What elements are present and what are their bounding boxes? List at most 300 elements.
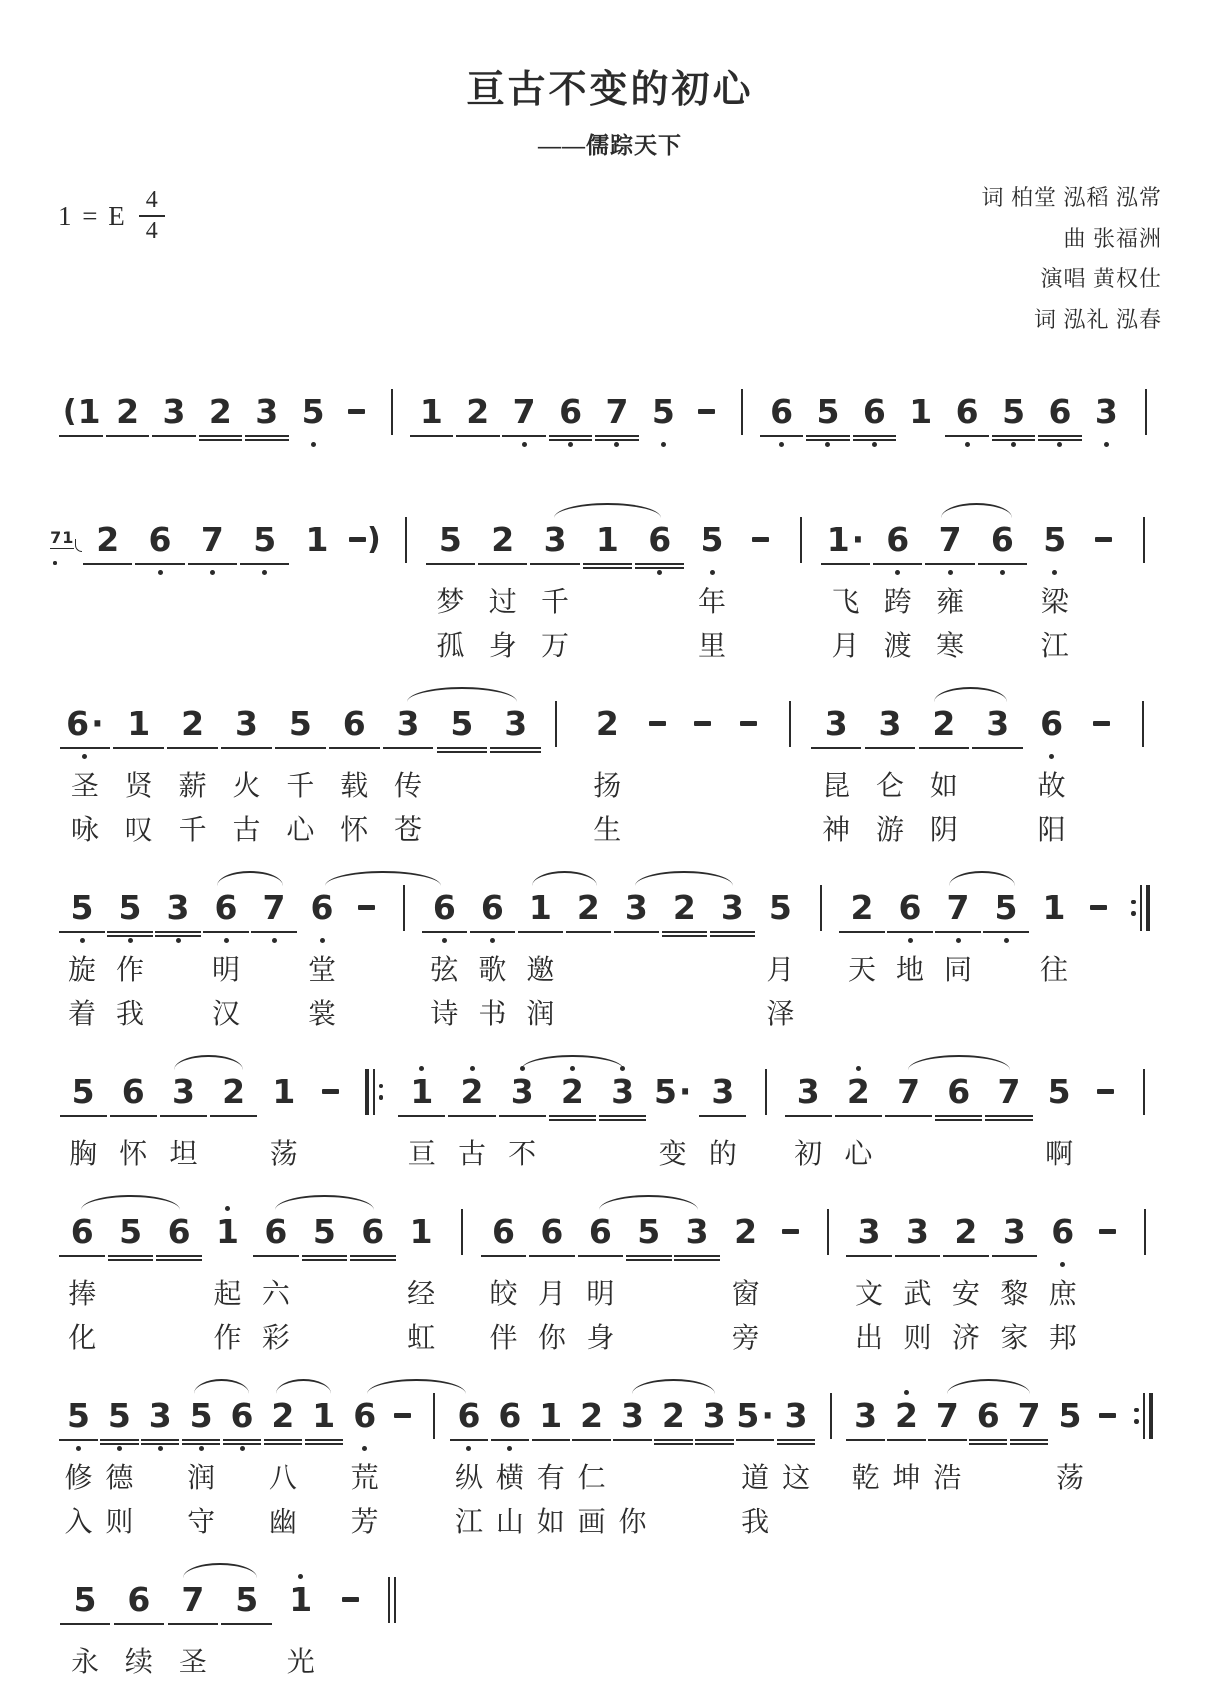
beam-underline <box>583 567 632 569</box>
beam-underline <box>614 931 659 933</box>
underline-slot <box>726 745 772 754</box>
note-cell <box>497 1061 547 1175</box>
lyric-syllable-row1: 荡 <box>1056 1462 1085 1494</box>
beam-underline <box>1038 439 1082 441</box>
underline-slot <box>1039 1253 1087 1262</box>
underline-slot <box>673 1253 721 1262</box>
underline-slot <box>290 433 336 442</box>
music-line <box>58 1201 1162 1359</box>
beam-underline <box>188 563 237 565</box>
note-glyph <box>348 391 365 433</box>
note-glyph <box>322 1071 339 1113</box>
note-group <box>58 1569 166 1683</box>
note-digit: 6 <box>491 1211 515 1251</box>
music-line <box>58 381 1162 451</box>
underline-slot <box>99 1437 140 1446</box>
note-digit: 5 <box>288 703 312 743</box>
note-cell <box>1037 381 1083 451</box>
barline-cell <box>817 1385 846 1543</box>
note-digit: 6 <box>1051 1211 1075 1251</box>
underline-slot <box>209 1113 259 1122</box>
lyric-syllable-row1: 坦 <box>169 1138 198 1170</box>
underline-slot <box>259 1113 309 1122</box>
underline-slot <box>927 1437 968 1446</box>
octave-dot-low-slot <box>1049 754 1054 763</box>
note-cell <box>449 1385 490 1543</box>
note-digit: 7 <box>946 887 970 927</box>
note-digit: 6 <box>310 887 334 927</box>
beam-underline <box>350 1255 396 1257</box>
note-digit: 2 <box>595 703 619 743</box>
repeat-dots <box>379 1084 384 1100</box>
beam-underline <box>491 1439 529 1441</box>
note-digit: 6 <box>898 887 922 927</box>
lyric-syllable-row1: 怀 <box>119 1138 148 1170</box>
note-glyph <box>388 1579 396 1621</box>
note-group <box>290 381 408 451</box>
beam-underline <box>811 747 862 749</box>
note-cell <box>58 877 106 1035</box>
beam-underline <box>969 1443 1007 1445</box>
note-glyph <box>1018 1395 1041 1437</box>
underline-slot <box>303 1437 344 1446</box>
note-digit: 1 <box>909 391 933 431</box>
beam-underline <box>654 1439 692 1441</box>
beam-underline <box>806 439 850 441</box>
octave-dot-low <box>710 570 715 575</box>
note-group <box>756 877 838 1035</box>
note-digit: 6 <box>432 887 456 927</box>
note-glyph <box>886 519 909 561</box>
note-group <box>58 1201 203 1359</box>
beam-underline <box>662 935 707 937</box>
note-glyph <box>1043 519 1066 561</box>
barline <box>433 1393 435 1439</box>
note-cell <box>58 693 112 851</box>
underline-slot <box>924 561 976 570</box>
underline-slot <box>612 1437 653 1446</box>
beam-underline <box>110 1115 157 1117</box>
note-glyph <box>149 1395 172 1437</box>
underline-slot <box>783 1113 833 1122</box>
note-digit: 7 <box>935 1395 959 1435</box>
octave-dot-high-slot <box>620 1061 625 1071</box>
note-cell <box>186 509 238 667</box>
underline-slot <box>942 1253 990 1262</box>
underline-slot <box>990 433 1036 442</box>
underline-slot <box>687 433 726 442</box>
note-cell <box>838 877 886 1035</box>
note-cell <box>756 877 804 1035</box>
underline-slot <box>694 1437 735 1446</box>
note-digit: 2 <box>850 887 874 927</box>
note-cell <box>140 1385 181 1543</box>
music-line <box>58 877 1162 1035</box>
note-digit: 3 <box>611 1071 635 1111</box>
beam-underline <box>935 1119 982 1121</box>
beam-underline <box>626 1255 672 1257</box>
note-glyph <box>1142 703 1144 745</box>
meter-numerator: 4 <box>145 187 158 213</box>
octave-dot-low <box>1004 938 1009 943</box>
note-glyph <box>879 703 902 745</box>
lyric-syllable-row1: 文 <box>855 1278 884 1310</box>
lyric-syllable-row1: 千 <box>286 770 315 802</box>
repeat-dot <box>379 1095 384 1100</box>
note-cell <box>648 1061 698 1175</box>
octave-dot-low-slot <box>1104 442 1109 451</box>
note-digit: 3 <box>857 1211 881 1251</box>
note-cell <box>1029 509 1081 667</box>
note-cell <box>181 1385 222 1543</box>
octave-dot-low-slot <box>82 754 87 763</box>
note-group <box>845 1385 927 1543</box>
underline-slot <box>898 433 944 442</box>
underline-slot <box>108 1113 158 1122</box>
beam-underline <box>490 747 541 749</box>
note-glyph <box>481 887 504 929</box>
note-cell <box>209 1061 259 1175</box>
barline-cell <box>811 1201 845 1359</box>
note-cell <box>571 1385 612 1543</box>
beam-underline <box>141 1443 179 1445</box>
note-group <box>202 877 298 1035</box>
note-digit: 5 <box>768 887 792 927</box>
underline-slot <box>547 433 593 442</box>
note-cell <box>898 381 944 451</box>
note-cell <box>833 1061 883 1175</box>
lyric-syllable-row2: 江 <box>454 1506 483 1538</box>
note-digit: 2 <box>466 391 490 431</box>
beam-underline <box>992 439 1036 441</box>
beam-underline <box>426 563 475 565</box>
dash-cell <box>1079 693 1125 851</box>
beam-underline <box>785 1115 832 1117</box>
underline-slot <box>1029 561 1081 570</box>
beam-underline <box>613 1439 651 1441</box>
octave-dot-low-slot <box>614 442 619 451</box>
lyric-syllable-row1: 坤 <box>892 1462 921 1494</box>
note-glyph <box>343 703 366 745</box>
note-digit: 6 <box>588 1211 612 1251</box>
duration-dash <box>694 721 711 726</box>
underline-slot <box>872 561 924 570</box>
note-digit: 2 <box>181 703 205 743</box>
lyric-syllable-row2: 身 <box>488 630 517 662</box>
note-glyph <box>701 519 724 561</box>
beam-underline <box>1010 1443 1048 1445</box>
underline-slot <box>374 1621 412 1630</box>
note-group <box>58 877 202 1035</box>
lyric-syllable-row2: 伴 <box>489 1322 518 1354</box>
note-group <box>612 1385 735 1543</box>
underline-slot <box>1124 745 1162 754</box>
note-glyph <box>466 391 489 433</box>
note-group <box>516 877 612 1035</box>
note-cell <box>924 509 976 667</box>
note-digit: 6 <box>976 1395 1000 1435</box>
beam-underline <box>985 1119 1032 1121</box>
underline-slot <box>336 433 375 442</box>
note-group <box>58 1385 181 1543</box>
underline-slot <box>653 1437 694 1446</box>
note-glyph <box>513 391 536 433</box>
beam-underline <box>155 935 200 937</box>
octave-dot-low-slot <box>948 570 953 579</box>
note-glyph <box>652 391 675 433</box>
dash-cell <box>726 693 772 851</box>
beam-underline <box>156 1259 202 1261</box>
note-cell <box>660 877 708 1035</box>
duration-dash <box>1099 1229 1116 1234</box>
note-cell <box>397 1201 445 1359</box>
note-cell <box>155 1201 203 1359</box>
note-digit: 5 <box>312 1211 336 1251</box>
note-glyph <box>71 887 94 929</box>
octave-dot-high-slot <box>904 1385 909 1395</box>
barline <box>1143 1069 1145 1115</box>
note-glyph <box>119 887 142 929</box>
note-group <box>58 381 151 451</box>
octave-dot-low <box>362 1446 367 1451</box>
duration-dash <box>358 905 375 910</box>
barline-cell <box>445 1201 479 1359</box>
note-glyph <box>769 887 792 929</box>
note-glyph <box>740 703 757 745</box>
lyric-syllable-row2: 月 <box>831 630 860 662</box>
octave-dot-low-slot <box>1011 442 1016 451</box>
note-glyph <box>637 1211 660 1253</box>
note-digit: 6 <box>770 391 794 431</box>
underline-slot <box>529 561 581 570</box>
note-glyph <box>353 1395 376 1437</box>
beam-underline <box>710 935 755 937</box>
note-glyph <box>491 519 514 561</box>
note-digit: 5 <box>1043 519 1067 559</box>
beam-underline <box>978 563 1027 565</box>
note-digit: 6 <box>480 887 504 927</box>
note-group <box>344 1385 489 1543</box>
barline-cell <box>783 509 820 667</box>
duration-dash <box>1099 1413 1116 1418</box>
note-group <box>612 877 756 1035</box>
note-glyph <box>149 519 172 561</box>
octave-dot-low <box>176 938 181 943</box>
lyric-syllable-row1: 荒 <box>350 1462 379 1494</box>
note-cell <box>291 509 343 667</box>
underline-slot <box>202 929 250 938</box>
note-group <box>424 509 529 667</box>
lyric-syllable-row1: 梁 <box>1040 586 1069 618</box>
note-digit: 7 <box>897 1071 921 1111</box>
lyric-syllable-row1: 捧 <box>68 1278 97 1310</box>
note-glyph <box>1095 519 1112 561</box>
note-group <box>479 1201 576 1359</box>
note-cell <box>516 877 564 1035</box>
beam-underline <box>549 435 593 437</box>
note-group <box>883 1061 1034 1175</box>
underline-slot <box>197 433 243 442</box>
lyric-syllable-row2: 我 <box>115 998 144 1030</box>
note-glyph <box>122 1071 145 1113</box>
note-digit: 7 <box>605 391 629 431</box>
underline-slot <box>58 561 69 570</box>
note-group <box>640 381 758 451</box>
note-glyph <box>797 1071 820 1113</box>
underline-slot <box>328 1621 374 1630</box>
octave-dot-low <box>262 570 267 575</box>
note-group <box>50 509 82 667</box>
octave-dot-low <box>1060 1262 1065 1267</box>
augmentation-dot: · <box>91 703 104 743</box>
beam-underline <box>398 1115 445 1117</box>
note-digit: 1 <box>528 887 552 927</box>
barline <box>555 701 557 747</box>
lyric-syllable-row2: 生 <box>593 814 622 846</box>
underline-slot <box>327 745 381 754</box>
barline <box>391 389 393 435</box>
note-glyph <box>991 519 1014 561</box>
note-cell <box>564 877 612 1035</box>
underline-slot <box>1125 1437 1162 1446</box>
note-cell <box>112 1569 166 1683</box>
note-glyph <box>410 1211 433 1253</box>
note-digit: 3 <box>986 703 1010 743</box>
barline-cell <box>420 1385 449 1543</box>
underline-slot <box>1125 561 1162 570</box>
note-cell <box>300 1201 348 1359</box>
beam-underline <box>107 931 152 933</box>
dash-cell <box>346 877 387 1035</box>
note-digit: 1 <box>410 1071 434 1111</box>
lyric-syllable-row2: 化 <box>68 1322 97 1354</box>
lyric-syllable-row1: 八 <box>268 1462 297 1494</box>
note-group <box>166 1569 274 1683</box>
underline-slot <box>106 1253 154 1262</box>
underline-slot <box>1128 1253 1162 1262</box>
note-group <box>924 509 1029 667</box>
note-cell <box>886 877 934 1035</box>
lyric-syllable-row2: 江 <box>1040 630 1069 662</box>
note-glyph <box>433 1395 435 1437</box>
note-digit: 6 <box>559 391 583 431</box>
octave-dot-low <box>522 442 527 447</box>
note-group <box>1030 877 1162 1035</box>
octave-dot-low <box>210 570 215 575</box>
barline <box>820 885 822 931</box>
barline <box>1144 1209 1146 1255</box>
note-group <box>381 693 543 851</box>
note-digit: 3 <box>711 1071 735 1111</box>
note-glyph <box>995 887 1018 929</box>
lyric-syllable-row1: 仑 <box>876 770 905 802</box>
dash-cell <box>687 381 726 451</box>
note-glyph <box>770 391 793 433</box>
beam-underline <box>450 1439 488 1441</box>
note-digit: 6 <box>498 1395 522 1435</box>
note-glyph <box>909 391 932 433</box>
underline-slot <box>385 1437 420 1446</box>
note-glyph <box>127 1579 150 1621</box>
beam-underline <box>699 1115 746 1117</box>
duration-dash <box>1095 537 1112 542</box>
underline-slot <box>479 1253 527 1262</box>
note-digit: 2 <box>116 391 140 431</box>
underline-slot <box>58 745 112 754</box>
underline-slot <box>783 561 820 570</box>
lyric-syllable-row2: 神 <box>822 814 851 846</box>
beam-underline <box>240 563 289 565</box>
underline-slot <box>738 561 782 570</box>
octave-dot-high-slot <box>570 1061 575 1071</box>
note-group <box>529 509 686 667</box>
note-digit: 6 <box>1040 703 1064 743</box>
underline-slot <box>273 745 327 754</box>
note-glyph <box>1093 703 1110 745</box>
underline-slot <box>455 433 501 442</box>
duration-dash <box>322 1089 339 1094</box>
note-glyph <box>264 1211 287 1253</box>
underline-slot <box>300 1253 348 1262</box>
note-glyph <box>800 519 802 561</box>
note-digit: 6 <box>1048 391 1072 431</box>
lyric-syllable-row1: 变 <box>658 1138 687 1170</box>
note-cell <box>104 381 150 451</box>
lyric-syllable-row2: 彩 <box>261 1322 290 1354</box>
time-signature <box>139 188 165 244</box>
note-glyph <box>986 703 1009 745</box>
beam-underline <box>654 1443 692 1445</box>
underline-slot <box>1078 929 1119 938</box>
beam-underline <box>160 1115 207 1117</box>
note-glyph <box>752 519 769 561</box>
underline-slot <box>660 929 708 938</box>
lyric-syllable-row1: 德 <box>105 1462 134 1494</box>
note-glyph <box>511 1071 534 1113</box>
octave-dot-low <box>128 938 133 943</box>
octave-dot-low-slot <box>895 570 900 579</box>
underline-slot <box>735 1437 776 1446</box>
note-group <box>151 381 290 451</box>
underline-slot <box>1037 433 1083 442</box>
note-glyph <box>181 1579 204 1621</box>
octave-dot-low <box>76 1446 81 1451</box>
note-group <box>917 693 1025 851</box>
note-digit: 1 <box>419 391 443 431</box>
note-glyph <box>734 1211 757 1253</box>
note-cell <box>250 877 298 1035</box>
note-group <box>259 1061 397 1175</box>
lyric-syllable-row1: 横 <box>495 1462 524 1494</box>
music-line <box>58 1061 1162 1175</box>
beam-underline <box>985 1115 1032 1117</box>
underline-slot <box>220 1621 274 1630</box>
barline-cell <box>748 1061 783 1175</box>
note-cell <box>1050 1385 1091 1543</box>
note-glyph <box>391 391 393 433</box>
lyric-syllable-row2: 泽 <box>766 998 795 1030</box>
note-cell <box>845 1201 893 1359</box>
note-glyph <box>825 703 848 745</box>
note-glyph <box>529 887 552 929</box>
note-cell <box>934 877 982 1035</box>
note-cell <box>1009 1385 1050 1543</box>
lyric-syllable-row2: 阳 <box>1037 814 1066 846</box>
underline-slot <box>597 1113 647 1122</box>
beam-underline <box>566 931 611 933</box>
note-cell <box>252 1201 300 1359</box>
lyric-syllable-row1: 庶 <box>1048 1278 1077 1310</box>
